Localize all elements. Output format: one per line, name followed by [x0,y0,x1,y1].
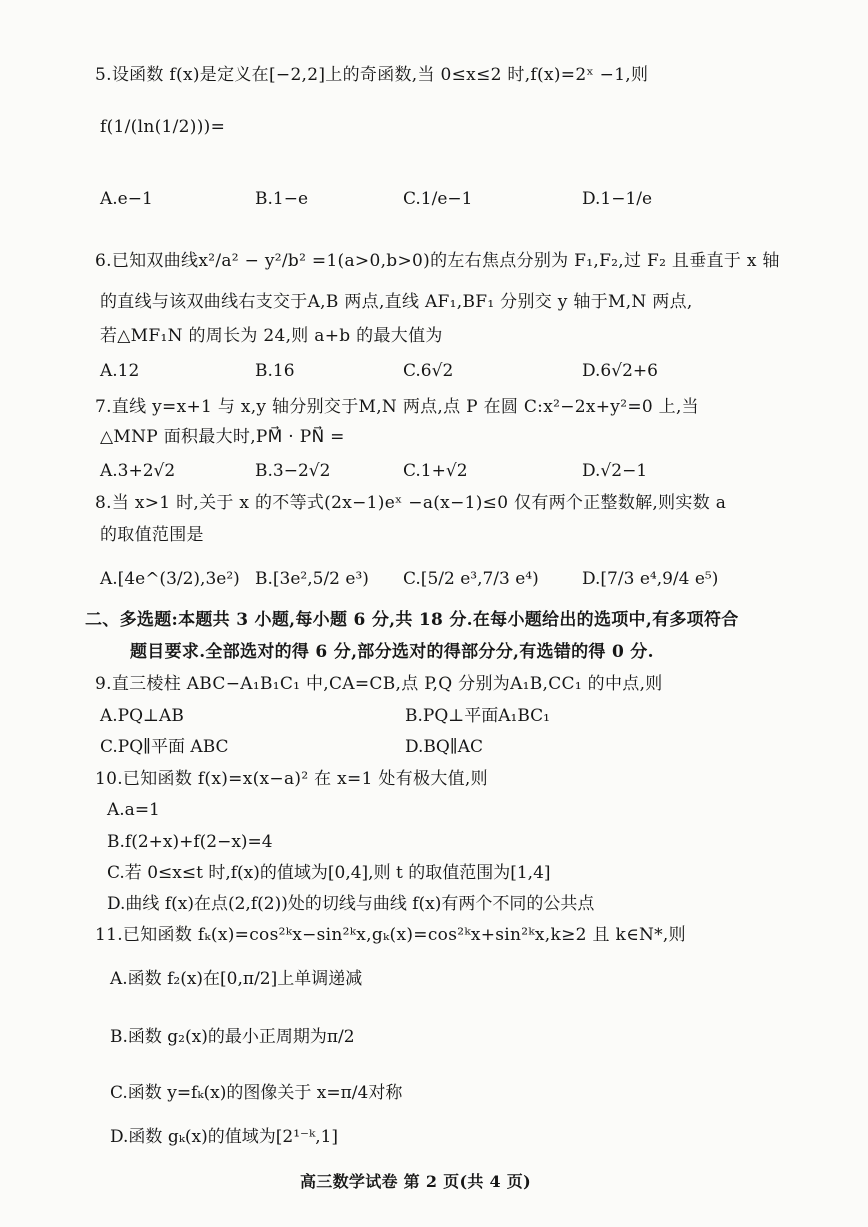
q6-option-a: A.12 [100,361,140,381]
q10-option-d: D.曲线 f(x)在点(2,f(2))处的切线与曲线 f(x)有两个不同的公共点 [107,894,595,914]
q10-stem: 10.已知函数 f(x)=x(x−a)² 在 x=1 处有极大值,则 [95,769,488,789]
q6-option-d: D.6√2+6 [582,361,658,381]
q10-option-b: B.f(2+x)+f(2−x)=4 [107,832,273,852]
q8-line-1: 8.当 x>1 时,关于 x 的不等式(2x−1)eˣ −a(x−1)≤0 仅有两个正整数解,则实数 a [95,493,727,513]
q5-option-c: C.1/e−1 [403,189,473,209]
q7-option-a: A.3+2√2 [100,461,176,481]
q11-option-b: B.函数 g₂(x)的最小正周期为π/2 [110,1027,355,1047]
q8-option-c: C.[5/2 e³,7/3 e⁴) [403,569,539,589]
q9-option-c: C.PQ∥平面 ABC [100,737,229,757]
q5-option-a: A.e−1 [100,189,153,209]
q5-stem-2: f(1/(ln(1/2)))= [100,117,226,137]
q5-stem: 5.设函数 f(x)是定义在[−2,2]上的奇函数,当 0≤x≤2 时,f(x)=2ˣ −1,则 [95,65,649,85]
q11-option-d: D.函数 gₖ(x)的值域为[2¹⁻ᵏ,1] [110,1127,339,1147]
q6-line-1: 6.已知双曲线x²/a² − y²/b² =1(a>0,b>0)的左右焦点分别为 F₁,F₂,过 F₂ 且垂直于 x 轴 [95,251,780,271]
q11-option-a: A.函数 f₂(x)在[0,π/2]上单调递减 [110,969,363,989]
q7-line-2: △MNP 面积最大时,PM⃗ · PN⃗ = [100,427,345,447]
q6-option-c: C.6√2 [403,361,454,381]
page-footer: 高三数学试卷 第 2 页(共 4 页) [300,1172,531,1191]
q11-stem: 11.已知函数 fₖ(x)=cos²ᵏx−sin²ᵏx,gₖ(x)=cos²ᵏx+sin²ᵏx,k≥2 且 k∈N*,则 [95,925,686,945]
q5-option-b: B.1−e [255,189,309,209]
q7-option-c: C.1+√2 [403,461,468,481]
q5-option-d: D.1−1/e [582,189,653,209]
q6-line-2: 的直线与该双曲线右支交于A,B 两点,直线 AF₁,BF₁ 分别交 y 轴于M,N 两点, [100,292,693,312]
q9-stem: 9.直三棱柱 ABC−A₁B₁C₁ 中,CA=CB,点 P,Q 分别为A₁B,CC₁ 的中点,则 [95,674,663,694]
q7-option-b: B.3−2√2 [255,461,331,481]
section-2-heading-line-1: 二、多选题:本题共 3 小题,每小题 6 分,共 18 分.在每小题给出的选项中,有多项符合 [85,610,739,630]
q6-option-b: B.16 [255,361,295,381]
q7-line-1: 7.直线 y=x+1 与 x,y 轴分别交于M,N 两点,点 P 在圆 C:x²−2x+y²=0 上,当 [95,397,699,417]
q8-option-a: A.[4e^(3/2),3e²) [100,569,240,589]
q7-option-d: D.√2−1 [582,461,648,481]
q8-line-2: 的取值范围是 [100,525,204,545]
q6-line-3: 若△MF₁N 的周长为 24,则 a+b 的最大值为 [100,326,443,346]
q11-option-c: C.函数 y=fₖ(x)的图像关于 x=π/4对称 [110,1083,403,1103]
q8-option-b: B.[3e²,5/2 e³) [255,569,369,589]
section-2-heading-line-2: 题目要求.全部选对的得 6 分,部分选对的得部分分,有选错的得 0 分. [130,642,654,662]
q10-option-c: C.若 0≤x≤t 时,f(x)的值域为[0,4],则 t 的取值范围为[1,4] [107,863,551,883]
q9-option-d: D.BQ∥AC [405,737,483,757]
q10-option-a: A.a=1 [107,800,160,820]
q8-option-d: D.[7/3 e⁴,9/4 e⁵) [582,569,719,589]
q9-option-b: B.PQ⊥平面A₁BC₁ [405,706,550,726]
q9-option-a: A.PQ⊥AB [100,706,184,726]
